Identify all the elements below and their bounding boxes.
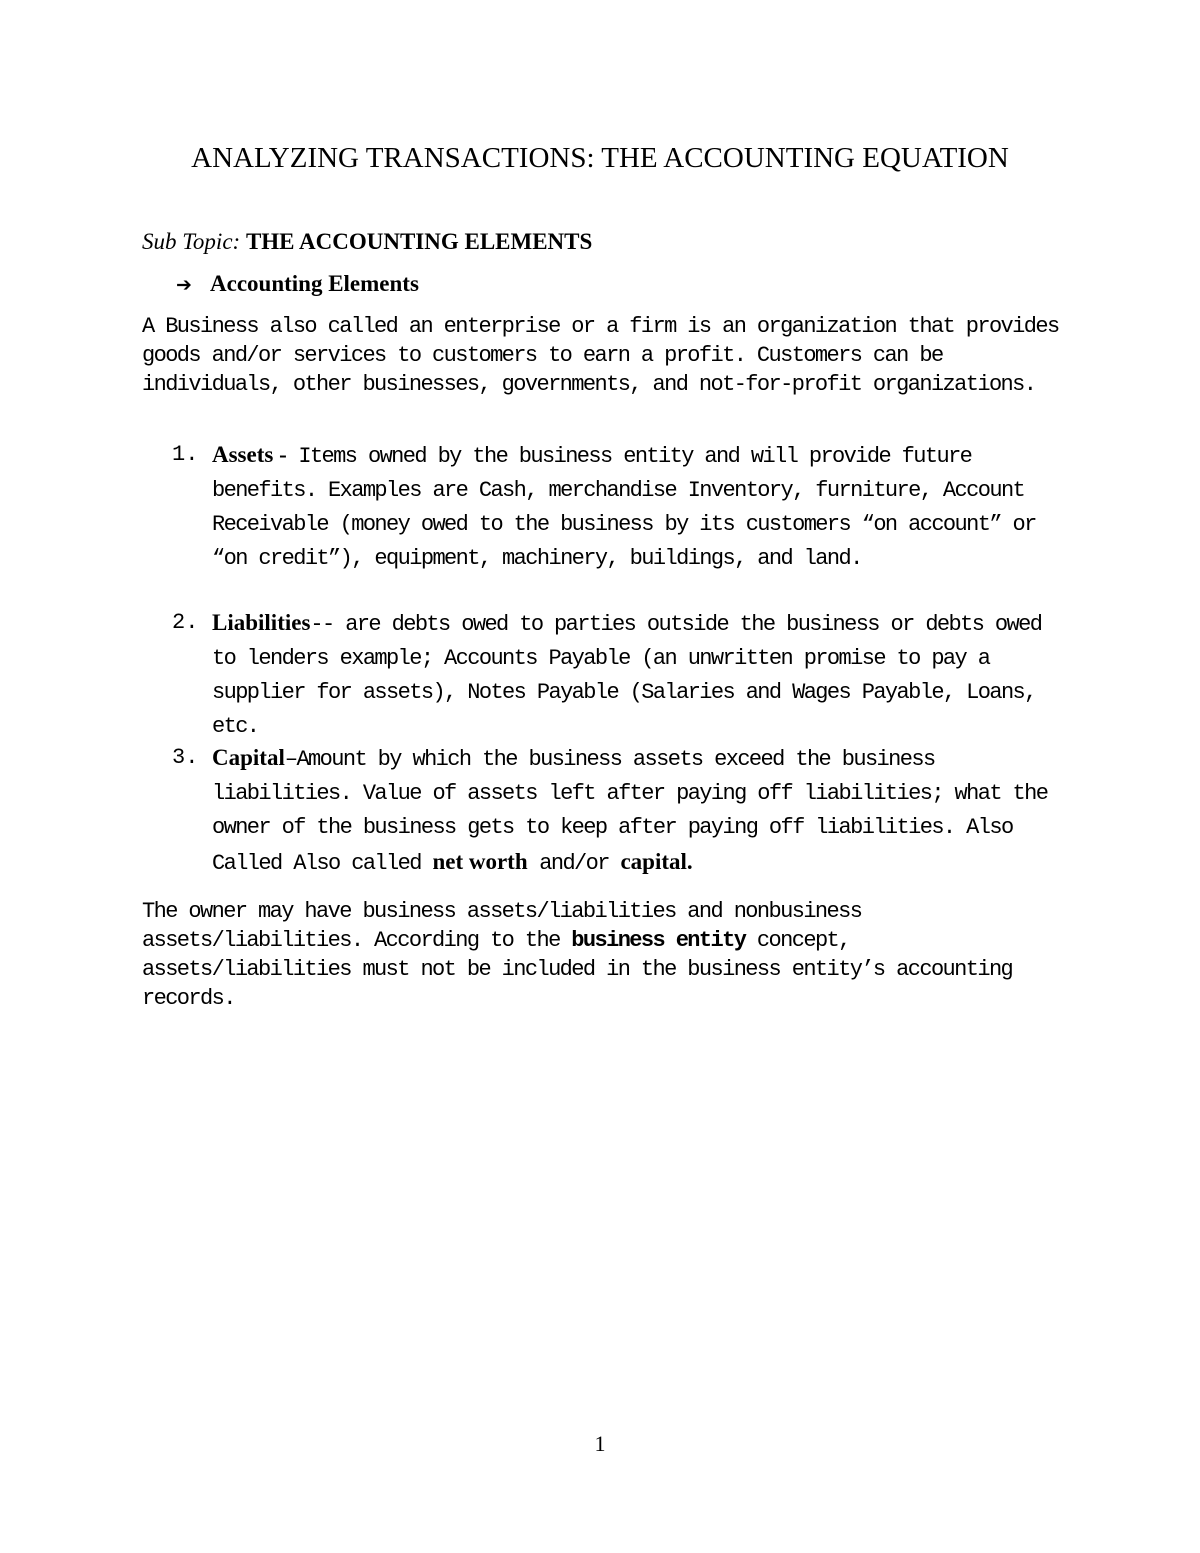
net-worth-term: net worth	[432, 849, 528, 874]
list-item-body	[212, 438, 1062, 576]
section-heading: Accounting Elements	[210, 271, 419, 296]
subtopic-label: Sub Topic:	[142, 229, 241, 254]
section-heading-line	[176, 268, 419, 301]
list-item-text: Items owned by the business entity and will provide future benefits. Examples are Cash, merchandise Inventory, furniture, Account Receivable (money owed to the business by its customers “on account” or “on credit”), equipment, machinery, buildings, and land.	[212, 444, 1036, 571]
list-item-text-2: and/or	[527, 851, 621, 876]
subtopic-value: THE ACCOUNTING ELEMENTS	[245, 229, 593, 254]
page-number: 1	[594, 1431, 606, 1456]
closing-paragraph	[142, 897, 1062, 1013]
right-arrow-icon: ➔	[176, 274, 192, 296]
list-item-term: Assets -	[212, 442, 287, 467]
list-item-number: 2.	[172, 610, 199, 635]
list-item-text: –Amount by which the business assets exceed the business liabilities. Value of assets left after paying off liabilities; what the owner of the business gets to keep after paying off liabilities. Also Called Also called	[212, 747, 1048, 876]
closing-text-after: concept, assets/liabilities must not be included in the business entity’s accounting records.	[142, 928, 1013, 1011]
intro-paragraph: A Business also called an enterprise or a firm is an organization that provides goods and/or services to customers to earn a profit. Customers can be individuals, other businesses, governments, and not-for-profit organizations.	[142, 314, 1059, 397]
list-item-term: Capital	[212, 745, 285, 770]
list-item-number: 1.	[172, 442, 199, 467]
list-item-body	[212, 741, 1062, 881]
document-title: ANALYZING TRANSACTIONS: THE ACCOUNTING EQUATION	[191, 142, 1009, 174]
list-item-text: -- are debts owed to parties outside the business or debts owed to lenders example; Accounts Payable (an unwritten promise to pay a supplier for assets), Notes Payable (Salaries and Wages Payable, Loans, etc.	[212, 612, 1042, 739]
business-entity-term: business entity	[571, 928, 746, 953]
list-item-body	[212, 606, 1062, 744]
closing-text-before: The owner may have business assets/liabilities and nonbusiness assets/liabilities. According to the	[142, 899, 862, 953]
subtopic-line	[142, 226, 592, 258]
list-item-number: 3.	[172, 745, 199, 770]
capital-term: capital.	[620, 849, 693, 874]
list-item-term: Liabilities	[212, 610, 311, 635]
